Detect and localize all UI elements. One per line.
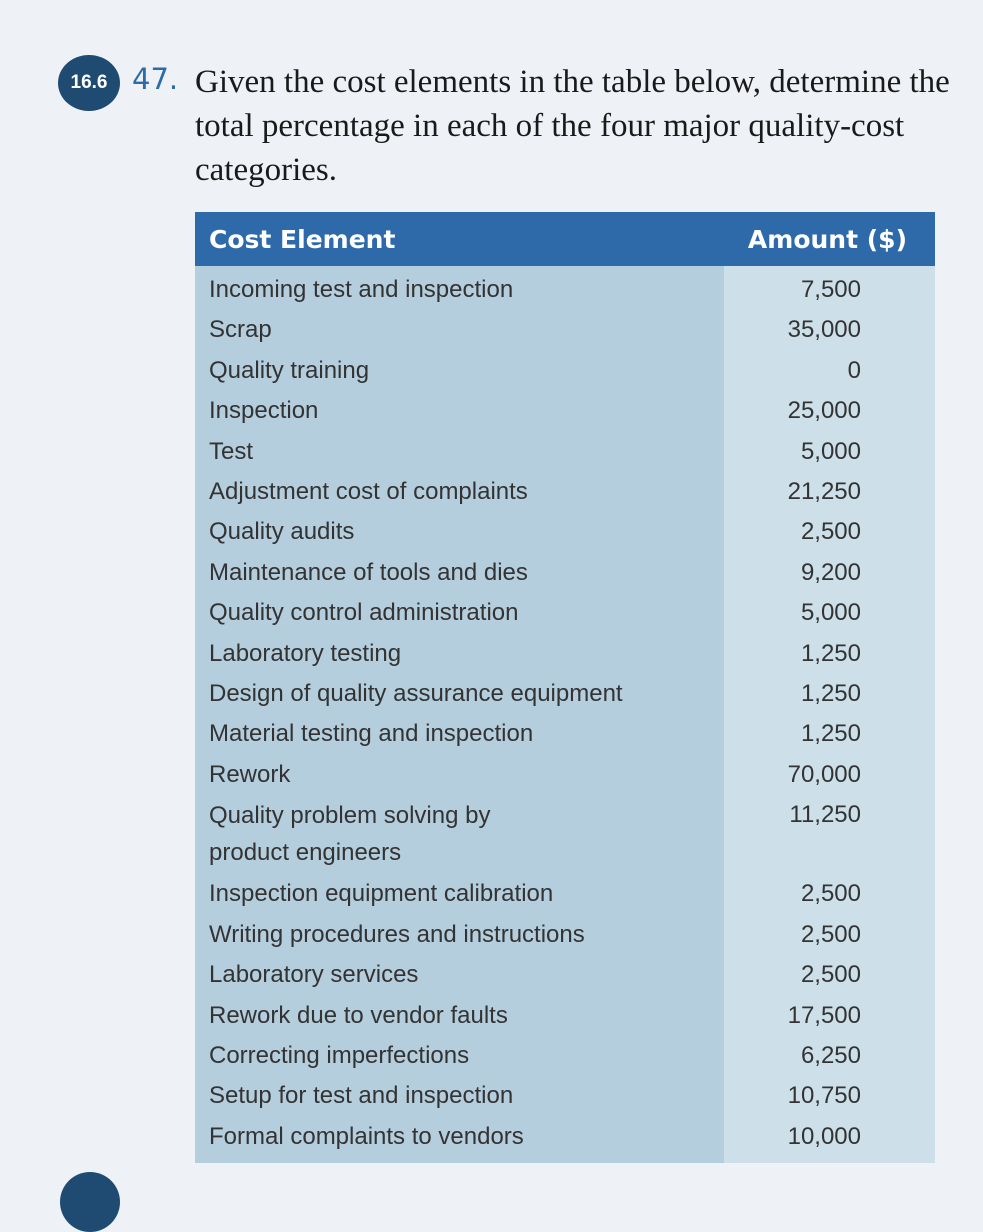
cost-element-cell: Rework: [209, 760, 291, 788]
table-body: [195, 266, 935, 1163]
amount-cell: 6,250: [800, 1041, 861, 1069]
cost-element-cell: Correcting imperfections: [209, 1041, 470, 1069]
cost-element-cell: Inspection equipment calibration: [209, 880, 554, 908]
amount-cell: 70,000: [787, 760, 861, 788]
amount-cell: 2,500: [800, 880, 861, 908]
cost-element-column: [195, 266, 724, 1163]
cost-element-cell: Writing procedures and instructions: [209, 920, 585, 948]
section-badge: 16.6: [58, 55, 120, 111]
amount-cell: 5,000: [800, 599, 861, 627]
amount-cell: 21,250: [787, 478, 861, 506]
amount-cell: 25,000: [787, 397, 861, 425]
question-number: 47.: [132, 62, 179, 96]
cost-element-cell: Quality audits: [209, 518, 355, 546]
cost-element-cell: Scrap: [209, 316, 272, 344]
amount-cell: 11,250: [789, 801, 861, 829]
amount-cell: 10,000: [787, 1122, 861, 1150]
cost-element-cell: Adjustment cost of complaints: [209, 478, 528, 506]
cost-element-cell: Formal complaints to vendors: [209, 1122, 524, 1150]
amount-cell: 5,000: [800, 437, 861, 465]
cost-table: [195, 212, 935, 1163]
amount-cell: 0: [847, 356, 861, 384]
cost-element-cell: Quality control administration: [209, 599, 519, 627]
cost-element-cell: Incoming test and inspection: [209, 276, 514, 303]
next-section-badge: [60, 1172, 120, 1232]
amount-cell: 9,200: [800, 558, 861, 586]
amount-cell: 2,500: [800, 518, 861, 546]
amount-cell: 1,250: [800, 639, 861, 667]
amount-cell: 2,500: [800, 961, 861, 989]
cost-element-cell: Rework due to vendor faults: [209, 1001, 508, 1029]
question-text: Given the cost elements in the table below, determine the total percentage in each of the four major quality-cost categories.: [195, 64, 950, 188]
amount-column: [724, 266, 935, 1163]
amount-cell: 35,000: [787, 316, 861, 344]
cost-element-cell: Laboratory services: [209, 961, 419, 989]
amount-cell: 1,250: [800, 680, 861, 708]
cost-element-cell: Material testing and inspection: [209, 720, 534, 748]
cost-element-cell: Maintenance of tools and dies: [209, 558, 528, 586]
amount-cell: 2,500: [800, 920, 861, 948]
cost-element-cell: Quality training: [209, 356, 370, 384]
cost-element-cell: Test: [209, 437, 254, 465]
cost-element-cell: Quality problem solving by product engineers: [209, 802, 491, 867]
cost-element-cell: Laboratory testing: [209, 639, 402, 667]
cost-element-cell: Setup for test and inspection: [209, 1082, 514, 1110]
header-cost-element: Cost Element: [209, 224, 396, 254]
amount-cell: 10,750: [787, 1082, 861, 1110]
table-header: [195, 212, 935, 266]
header-amount: Amount ($): [747, 224, 907, 254]
amount-cell: 1,250: [800, 720, 861, 748]
cost-element-cell: Inspection: [209, 397, 319, 425]
cost-element-cell: Design of quality assurance equipment: [209, 680, 623, 708]
amount-cell: 17,500: [787, 1001, 861, 1029]
amount-cell: 7,500: [800, 276, 861, 303]
